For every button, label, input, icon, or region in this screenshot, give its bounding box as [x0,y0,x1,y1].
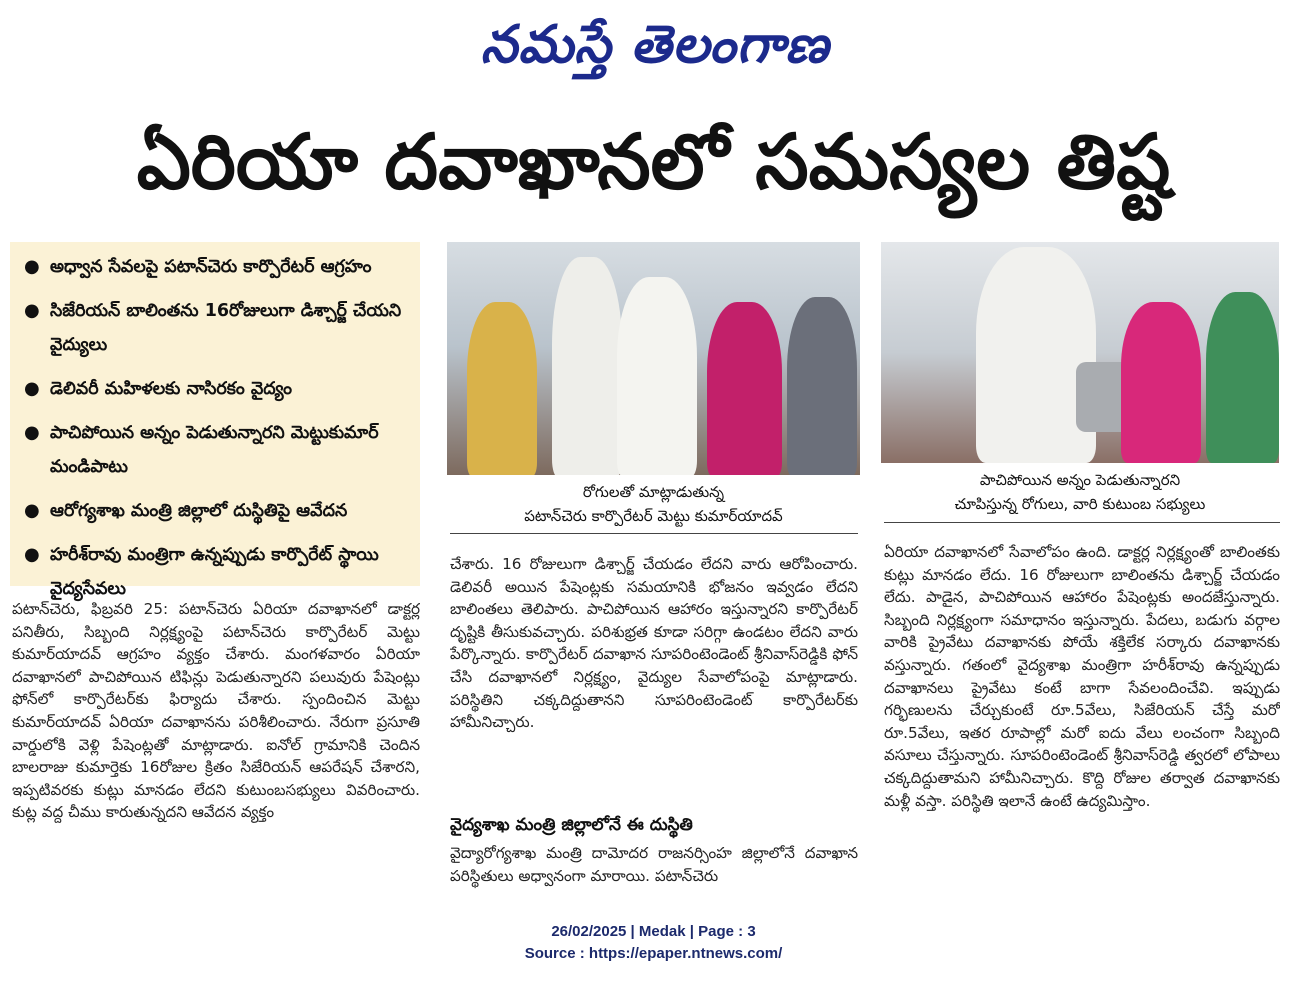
highlight-item [24,538,412,606]
photo2-caption-line: పాచిపోయిన అన్నం పెడుతున్నారని [979,471,1181,489]
highlight-text: హరీశ్‌రావు మంత్రిగా ఉన్నప్పుడు కార్పొరేట్ స్థాయి వైద్యసేవలు [50,545,379,599]
person-figure [707,302,782,475]
bullet-icon: ● [24,378,40,399]
highlight-text: అధ్వాన సేవలపై పటాన్‌చెరు కార్పొరేటర్ ఆగ్రహం [50,257,372,277]
person-figure [1206,292,1279,463]
photo-corporator-with-patients [447,242,860,475]
highlight-item [24,494,412,528]
highlight-item [24,294,412,362]
bullet-icon: ● [24,500,40,521]
person-figure [552,257,622,475]
person-figure [467,302,537,475]
footer-source: Source : https://epaper.ntnews.com/ [524,945,783,962]
person-figure [1121,302,1201,463]
highlight-item [24,416,412,484]
article-column-2: చేశారు. 16 రోజులుగా డిశ్చార్జ్ చేయడం లేదని వారు ఆరోపించారు. డెలివరీ అయిన పేషెంట్లకు సమయానికి భోజనం ఇవ్వడం లేదని బాలింతలు తెలిపారు. పాచిపోయిన ఆహారం ఇస్తున్నారని కార్పొరేటర్ దృష్టికి తీసుకువచ్చారు. పరిశుభ్రత కూడా సరిగ్గా ఉండటం లేదని వారు పేర్కొన్నారు. కార్పొరేటర్ దవాఖాన సూపరింటెండెంట్ శ్రీనివాస్‌రెడ్డికి ఫోన్ చేసి దవాఖానలో నిర్లక్ష్యం, వైద్యుల సేవాలోపంపై మాట్లాడారు. పరిస్థితిని చక్కదిద్దుతానని సూపరింటెండెంట్ కార్పొరేటర్‌కు హామీనిచ్చారు. [450,555,858,732]
person-figure [787,297,857,475]
photo2-caption-line: చూపిస్తున్న రోగులు, వారి కుటుంబ సభ్యులు [954,495,1206,513]
highlight-text: పాచిపోయిన అన్నం పెడుతున్నారని మెట్టుకుమార్ మండిపాటు [50,423,379,477]
headline: ఏరియా దవాఖానలో సమస్యల తిష్ట [136,117,1171,206]
subheading: వైద్యశాఖ మంత్రి జిల్లాలోనే ఈ దుస్థితి [450,815,693,835]
article-column-2-continued: వైద్యారోగ్యశాఖ మంత్రి దామోదర రాజనర్సింహ జిల్లాలోనే దవాఖాన పరిస్థితులు అధ్వానంగా మారాయి. పటాన్‌చెరు [450,844,858,885]
bullet-icon: ● [24,300,40,321]
person-figure [976,247,1096,463]
article-column-1: పటాన్‌చెరు, ఫిబ్రవరి 25: పటాన్‌చెరు ఏరియా దవాఖానలో డాక్టర్ల పనితీరు, సిబ్బంది నిర్లక్ష్యంపై పటాన్‌చెరు కార్పొరేటర్ మెట్టు కుమార్‌యాదవ్ ఆగ్రహం వ్యక్తం చేశారు. మంగళవారం ఏరియా దవాఖానలో పాచిపోయిన టిఫిన్లు పెడుతున్నారని పలువురు పేషెంట్లు ఫోన్‌లో కార్పొరేటర్‌కు ఫిర్యాదు చేశారు. స్పందించిన మెట్టు కుమార్‌యాదవ్ ఏరియా దవాఖానను పరిశీలించారు. నేరుగా ప్రసూతి వార్డులోకి వెళ్లి పేషెంట్లతో మాట్లాడారు. ఐనోల్ గ్రామానికి చెందిన బాలరాజు కుమార్తెకు 16రోజుల క్రితం సిజేరియన్ ఆపరేషన్ చేశారని, ఇప్పటివరకు కుట్లు మానడం లేదని కుటుంబసభ్యులు వివరించారు. కుట్ల వద్ద చీము కారుతున్నదని ఆవేదన వ్యక్తం [12,600,420,822]
bullet-icon: ● [24,544,40,565]
masthead-logo: నమస్తే తెలంగాణ [480,15,830,75]
photo1-caption-line: పటాన్‌చెరు కార్పొరేటర్ మెట్టు కుమార్‌యాదవ్ [524,507,783,525]
bullet-icon: ● [24,256,40,277]
caption-rule [450,533,858,534]
person-figure [617,277,697,475]
photo2-caption [881,468,1279,516]
bullet-icon: ● [24,422,40,443]
photo-patients-showing-food [881,242,1279,463]
footer [400,921,907,965]
highlight-item [24,372,412,406]
highlight-text: డెలివరీ మహిళలకు నాసిరకం వైద్యం [50,379,293,399]
article-column-3: ఏరియా దవాఖానలో సేవాలోపం ఉంది. డాక్టర్ల నిర్లక్ష్యంతో బాలింతకు కుట్లు మానడం లేదు. 16 రోజులుగా బాలింతను డిశ్చార్జ్ చేయడం లేదు. పాడైన, పాచిపోయిన ఆహారం పేషెంట్లకు అందజేస్తున్నారు. సిబ్బంది నిర్లక్ష్యంగా సమాధానం ఇస్తున్నారు. పేదలు, బడుగు వర్గాల వారికి ప్రైవేటు దవాఖానకు పోయే శక్తిలేక సర్కారు దవాఖానకు వస్తున్నారు. గతంలో వైద్యశాఖ మంత్రిగా హరీశ్‌రావు ఉన్నప్పుడు దవాఖానలు ప్రైవేటు కంటే బాగా సేవలందించేవి. ఇప్పుడు గర్భిణులను చేర్చుకుంటే రూ.5వేలు, సిజేరియన్ చేస్తే మరో రూ.5వేలు, ఇతర రూపాల్లో మరో ఐదు వేలు లంచంగా సిబ్బంది వసూలు చేస్తున్నారు. సూపరింటెండెంట్ శ్రీనివాస్‌రెడ్డి త్వరలో లోపాలు చక్కదిద్దుతామని హామీనిచ్చారు. కొద్ది రోజుల తర్వాత దవాఖానకు మళ్లీ వస్తా. పరిస్థితి ఇలానే ఉంటే ఉద్యమిస్తాం. [884,543,1280,810]
photo1-caption [447,480,860,528]
highlight-text: ఆరోగ్యశాఖ మంత్రి జిల్లాలో దుస్థితిపై ఆవేదన [50,501,348,521]
footer-date-page: 26/02/2025 | Medak | Page : 3 [551,923,756,940]
caption-rule [884,522,1280,523]
highlight-item [24,250,412,284]
photo1-caption-line: రోగులతో మాట్లాడుతున్న [582,483,725,501]
highlights-box [10,242,420,599]
highlight-text: సిజేరియన్ బాలింతను 16రోజులుగా డిశ్చార్జ్ చేయని వైద్యులు [50,301,402,355]
